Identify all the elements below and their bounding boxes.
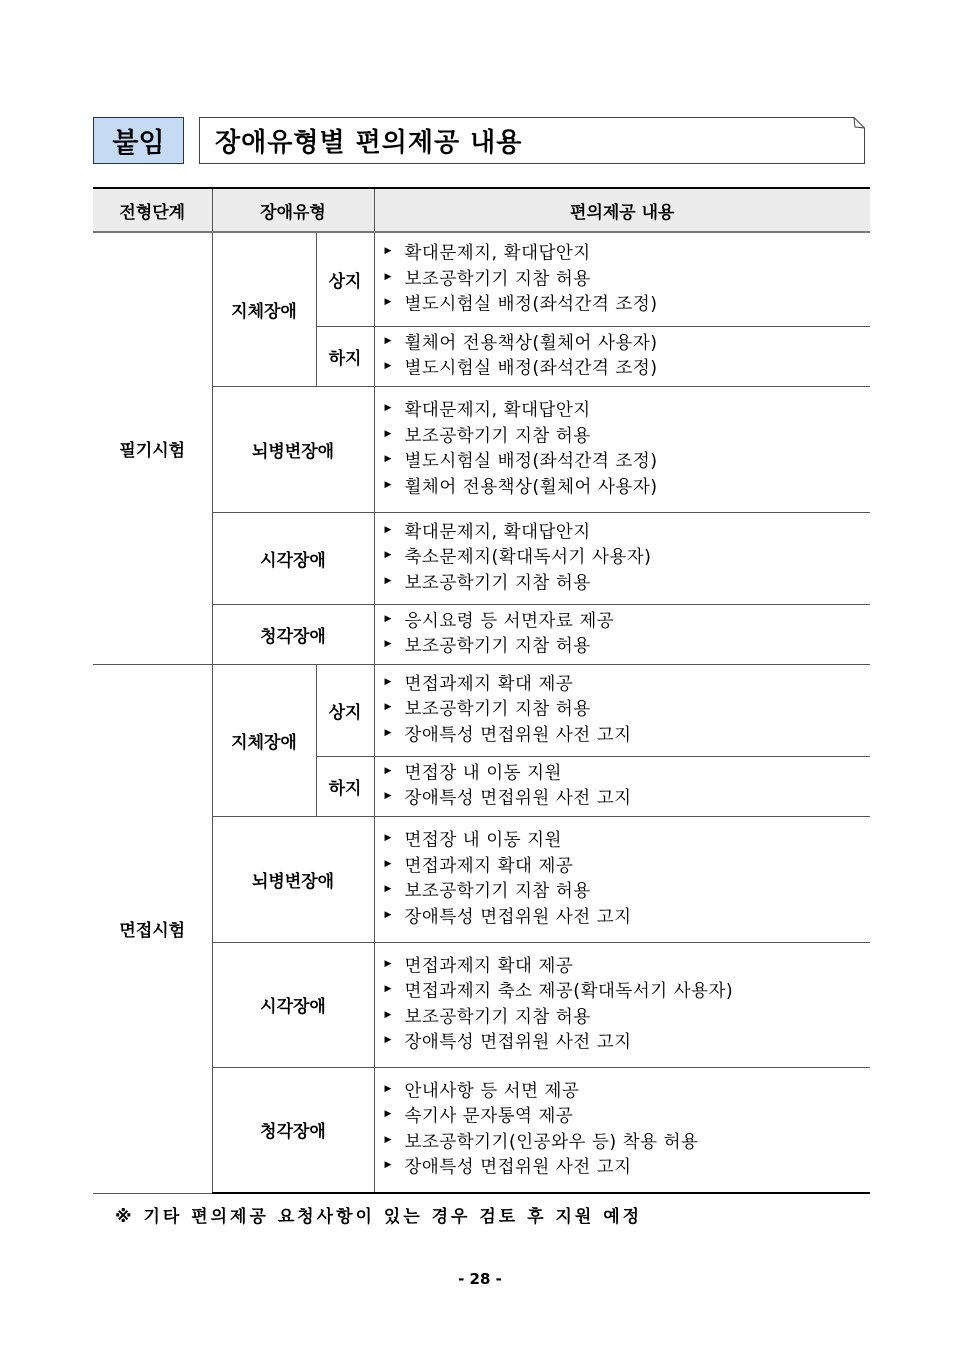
accommodation-list [385,609,871,660]
sub-lower-limb: 하지 [316,326,374,386]
type-visual: 시각장애 [212,512,374,604]
bullet-icon: ▶ [384,1009,392,1020]
bullet-icon: ▶ [384,1035,392,1045]
list-item [385,571,871,597]
bullet-icon: ▶ [384,454,392,464]
items-cell [374,1067,870,1193]
bullet-icon: ▶ [384,727,392,738]
accommodation-list [385,828,871,930]
list-item-text: 별도시험실 배정(좌석간격 조정) [404,451,658,472]
list-item [385,1155,871,1181]
bullet-icon: ▶ [384,676,392,687]
table-row [93,232,870,326]
stage-interview: 면접시험 [93,664,212,1193]
bullet-icon: ▶ [384,833,392,843]
bullet-icon: ▶ [384,639,392,649]
bullet-icon: ▶ [384,791,392,801]
bullet-icon: ▶ [384,1134,392,1145]
list-item-text: 보조공학기기 지참 허용 [404,269,591,289]
items-cell [374,604,870,664]
list-item [385,697,871,723]
sub-upper-limb: 상지 [316,664,374,756]
bullet-icon: ▶ [384,702,392,713]
table-header-row [93,188,870,232]
list-item [385,672,871,698]
list-item-text: 별도시험실 배정(좌석간격 조정) [404,358,658,379]
list-item-text: 보조공학기기 지참 허용 [404,881,591,902]
list-item-text: 면접과제지 축소 제공(확대독서기 사용자) [404,981,734,1002]
title-box [199,117,865,164]
items-cell [374,756,870,816]
bullet-icon: ▶ [384,297,392,307]
list-item-text: 보조공학기기(인공와우 등) 착용 허용 [404,1132,699,1153]
bullet-icon: ▶ [384,1083,392,1094]
list-item-text: 확대문제지, 확대답안지 [404,243,591,264]
stage-written: 필기시험 [93,232,212,664]
list-item [385,879,871,905]
list-item-text: 보조공학기기 지참 허용 [404,699,591,720]
sub-upper-limb: 상지 [316,232,374,326]
list-item-text: 축소문제지(확대독서기 사용자) [404,547,652,568]
bullet-icon: ▶ [384,858,392,869]
bullet-icon: ▶ [384,613,392,624]
list-item [385,241,871,267]
list-item [385,786,871,812]
page-title: 장애유형별 편의제공 내용 [215,128,523,158]
list-item [385,267,871,293]
header-type: 장애유형 [212,188,374,232]
list-item [385,609,871,635]
list-item [385,331,871,357]
list-item [385,761,871,787]
list-item [385,475,871,501]
bullet-icon: ▶ [384,765,392,776]
items-cell [374,816,870,942]
type-visual: 시각장애 [212,942,374,1067]
list-item-text: 휠체어 전용책상(휠체어 사용자) [404,477,658,497]
accommodation-list [385,398,871,500]
accommodation-list [385,331,871,382]
list-item [385,954,871,980]
bullet-icon: ▶ [384,335,392,346]
bullet-icon: ▶ [384,361,392,371]
bullet-icon: ▶ [384,984,392,994]
bullet-icon: ▶ [384,884,392,894]
list-item-text: 속기사 문자통역 제공 [404,1106,574,1127]
accommodation-list [385,520,871,597]
list-item-text: 응시요령 등 서면자료 제공 [404,611,615,631]
list-item [385,449,871,475]
list-item [385,424,871,450]
type-hearing: 청각장애 [212,604,374,664]
accommodation-list [385,761,871,812]
bullet-icon: ▶ [384,550,392,561]
list-item [385,854,871,880]
accommodation-list [385,1079,871,1181]
accommodation-list [385,672,871,749]
list-item-text: 보조공학기기 지참 허용 [404,426,591,446]
list-item-text: 면접과제지 확대 제공 [404,956,574,976]
type-physical: 지체장애 [212,232,316,386]
list-item-text: 면접장 내 이동 지원 [404,830,562,851]
list-item [385,1104,871,1130]
type-brain-lesion: 뇌병변장애 [212,816,374,942]
list-item [385,1030,871,1056]
items-cell [374,326,870,386]
list-item [385,545,871,571]
accommodation-list [385,241,871,318]
list-item [385,356,871,382]
list-item-text: 보조공학기기 지참 허용 [404,636,591,657]
bullet-icon: ▶ [384,575,392,586]
bullet-icon: ▶ [384,246,392,256]
list-item-text: 보조공학기기 지참 허용 [404,573,591,594]
bullet-icon: ▶ [384,403,392,413]
list-item [385,1130,871,1156]
list-item-text: 장애특성 면접위원 사전 고지 [404,1157,632,1178]
bullet-icon: ▶ [384,909,392,920]
list-item [385,520,871,546]
list-item-text: 면접과제지 확대 제공 [404,674,574,695]
list-item [385,723,871,749]
list-item-text: 면접장 내 이동 지원 [404,763,562,783]
table-row [93,664,870,756]
list-item [385,1005,871,1031]
items-cell [374,232,870,326]
list-item-text: 장애특성 면접위원 사전 고지 [404,788,632,809]
attachment-badge: 붙임 [93,117,184,164]
list-item [385,828,871,854]
list-item [385,1079,871,1105]
items-cell [374,942,870,1067]
type-brain-lesion: 뇌병변장애 [212,386,374,512]
type-physical: 지체장애 [212,664,316,816]
list-item [385,905,871,931]
sub-lower-limb: 하지 [316,756,374,816]
list-item [385,398,871,424]
header-content: 편의제공 내용 [374,188,870,232]
header-stage: 전형단계 [93,188,212,232]
items-cell [374,386,870,512]
bullet-icon: ▶ [384,1160,392,1171]
list-item-text: 별도시험실 배정(좌석간격 조정) [404,294,658,315]
page-number: - 28 - [458,1270,502,1288]
list-item-text: 장애특성 면접위원 사전 고지 [404,725,632,746]
list-item [385,979,871,1005]
bullet-icon: ▶ [384,479,392,490]
list-item-text: 확대문제지, 확대답안지 [404,522,591,543]
list-item-text: 면접과제지 확대 제공 [404,856,574,876]
bullet-icon: ▶ [384,958,392,969]
bullet-icon: ▶ [384,271,392,282]
list-item [385,292,871,318]
list-item [385,634,871,660]
list-item-text: 보조공학기기 지참 허용 [404,1007,591,1027]
accommodation-table [93,187,870,1194]
footnote: ※ 기타 편의제공 요청사항이 있는 경우 검토 후 지원 예정 [115,1207,643,1227]
bullet-icon: ▶ [384,428,392,439]
bullet-icon: ▶ [384,1109,392,1120]
items-cell [374,664,870,756]
list-item-text: 확대문제지, 확대답안지 [404,400,591,421]
list-item-text: 안내사항 등 서면 제공 [404,1081,580,1102]
accommodation-list [385,954,871,1056]
list-item-text: 장애특성 면접위원 사전 고지 [404,1032,632,1053]
type-hearing: 청각장애 [212,1067,374,1193]
bullet-icon: ▶ [384,524,392,535]
items-cell [374,512,870,604]
list-item-text: 장애특성 면접위원 사전 고지 [404,907,632,927]
list-item-text: 휠체어 전용책상(휠체어 사용자) [404,333,658,353]
